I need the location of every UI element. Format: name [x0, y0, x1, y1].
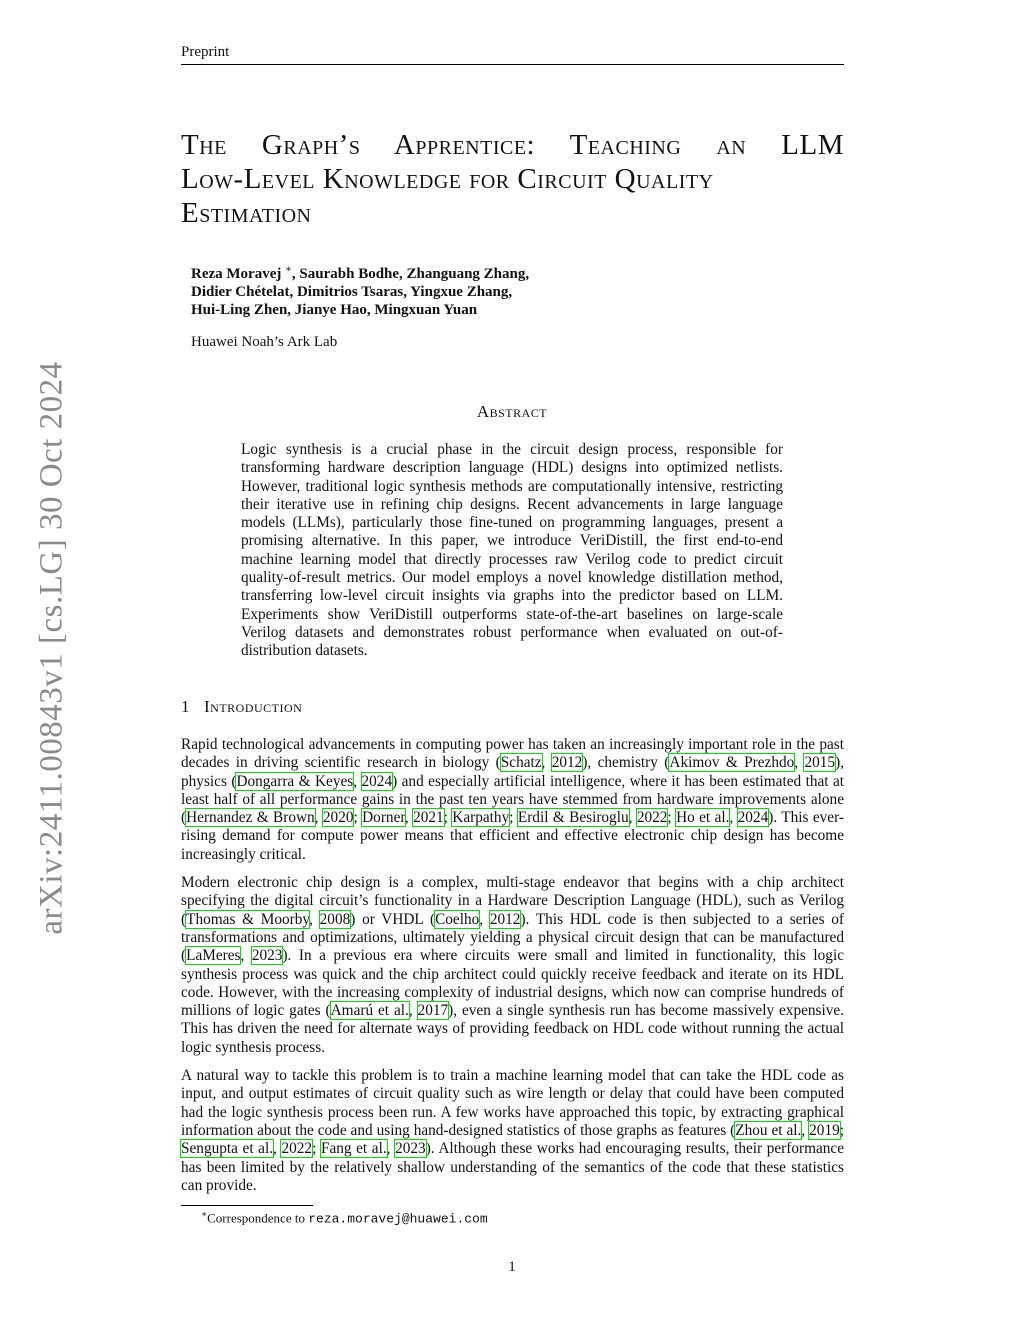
text-run: Modern electronic chip design is a complex, multi-stage endeavor that begins with a chip architect specifying the digital circuit’s functionality in a Hardware Description Language (HDL), such as Verilog ( [181, 874, 844, 928]
title-line-3: Estimation [181, 197, 312, 229]
citation-link[interactable]: Sengupta et al. [181, 1140, 274, 1158]
citation-link[interactable]: Karpathy [452, 809, 510, 827]
text-run: , [801, 1121, 810, 1139]
citation-link[interactable]: Dorner [362, 809, 405, 827]
section-heading [181, 697, 302, 717]
footnote-mark: ∗ [201, 1209, 208, 1219]
citation-link[interactable]: 2012 [551, 754, 583, 772]
text-run: , [386, 1140, 396, 1158]
text-run: , [729, 809, 738, 827]
citation-link[interactable]: 2022 [636, 809, 668, 827]
citation-link[interactable]: 2023 [395, 1140, 426, 1158]
citation-link[interactable]: Fang et al. [320, 1140, 387, 1158]
abstract-heading: Abstract [476, 402, 548, 421]
citation-link[interactable]: Amarú et al. [330, 1002, 409, 1020]
text-run: , [404, 809, 414, 827]
citation-link[interactable]: Akimov & Prezhdo [669, 754, 795, 772]
citation-link[interactable]: Thomas & Moorby [186, 910, 310, 928]
text-run: ). Although these works had encouraging results, their performance has been limited by the relatively shallow understanding of the semantics of the code that these statistics can provide. [181, 1140, 844, 1194]
citation-link[interactable]: LaMeres [186, 947, 241, 965]
paragraph-1 [181, 736, 844, 864]
citation-link[interactable]: 2021 [413, 809, 444, 827]
page-number: 1 [508, 1259, 516, 1275]
text-run: ) and especially artificial intelligence, where it has been estimated that at least half of all performance gains in the past ten years have stemmed from hardware improvements alone ( [181, 772, 845, 827]
header-rule [181, 64, 844, 65]
title-line-1: The Graph’s Apprentice: Teaching an LLM [181, 129, 844, 161]
footnote-rule [181, 1205, 313, 1206]
text-run: Rapid technological advancements in computing power has taken an increasingly important role in the past decades in driving scientific research in biology ( [181, 736, 844, 772]
citation-link[interactable]: 2023 [251, 947, 283, 965]
citation-link[interactable]: 2015 [804, 754, 836, 772]
citation-link[interactable]: Hernandez & Brown [186, 809, 315, 827]
author-line-3: Hui-Ling Zhen, Jianye Hao, Mingxuan Yuan [191, 302, 478, 318]
citation-link[interactable]: Coelho [435, 910, 480, 928]
author-list [191, 261, 691, 319]
citation-link[interactable]: Schatz [500, 754, 542, 772]
citation-link[interactable]: 2020 [322, 809, 354, 827]
text-run: ; [839, 1121, 844, 1139]
text-run: ; [667, 809, 677, 827]
citation-link[interactable]: 2024 [737, 809, 769, 827]
citation-link[interactable]: 2019 [809, 1121, 840, 1139]
text-run: , [628, 809, 637, 827]
citation-link[interactable]: 2024 [361, 772, 393, 790]
author-line-1 [191, 261, 691, 283]
section-title: Introduction [204, 697, 303, 716]
author-text: Reza Moravej [191, 266, 286, 282]
citation-link[interactable]: 2012 [489, 910, 521, 928]
text-run: , [309, 910, 320, 928]
text-run: ). In a previous era where circuits were small and limited in functionality, this logic synthesis process was quick and the chip architect could quickly receive feedback and iterate on its HDL code. However, with the increasing complexity of industrial designs, which now can comprise hundreds of millions of logic gates ( [181, 947, 844, 1020]
citation-link[interactable]: Ho et al. [676, 809, 730, 827]
abstract-text: Logic synthesis is a crucial phase in the circuit design process, responsible for transforming hardware description language (HDL) designs into optimized netlists. However, traditional logic synthesis methods are computationally intensive, restricting their iterative use in refining chip designs. Recent advancements in large language models (LLMs), particularly those fine-tuned on programming languages, present a promising alternative. In this paper, we introduce VeriDistill, the first end-to-end machine learning model that directly processes raw Verilog code to predict circuit quality-of-result metrics. Our model employs a novel knowledge distillation method, transferring low-level circuit insights via graphs into the predictor based on LLM. Experiments show VeriDistill outperforms state-of-the-art baselines on large-scale Verilog datasets and demonstrates robust performance when evaluated on out-of-distribution datasets. [241, 441, 783, 660]
text-run: , [479, 910, 490, 928]
affiliation: Huawei Noah’s Ark Lab [191, 334, 338, 350]
text-run: A natural way to tackle this problem is to train a machine learning model that can take the HDL code as input, and output estimates of circuit quality such as wire length or delay that could have been computed had the logic synthesis process been run. A few works have approached this topic, by extracting graphical information about the code and using hand-designed statistics of those graphs as features ( [181, 1067, 844, 1139]
text-run: , [353, 772, 362, 790]
footnote-marker[interactable]: ∗ [285, 264, 292, 275]
paper-title [181, 128, 844, 230]
running-header: Preprint [181, 44, 230, 60]
text-run: , [273, 1140, 282, 1158]
text-run: ) or VHDL ( [350, 910, 436, 928]
text-run: ), even a single synthesis run has become massively expensive. This has driven the need for alternate ways of providing feedback on HDL code without running the actual logic synthesis process. [181, 1002, 844, 1056]
text-run: ). This ever-rising demand for compute power means that efficient and effective electronic chip design has become increasingly critical. [181, 809, 844, 863]
section-number: 1 [181, 697, 190, 716]
text-run: ). This HDL code is then subjected to a series of transformations and optimizations, ultimately yielding a physical circuit design that can be manufactured ( [181, 910, 845, 965]
text-run: ; [509, 809, 518, 827]
text-run: , [541, 754, 552, 772]
citation-link[interactable]: Erdil & Besiroglu [517, 809, 629, 827]
citation-link[interactable]: 2017 [417, 1002, 449, 1020]
paragraph-3 [181, 1067, 844, 1195]
footnote-text: Correspondence to [207, 1210, 309, 1226]
citation-link[interactable]: 2022 [281, 1140, 313, 1158]
arxiv-stamp: arXiv:2411.00843v1 [cs.LG] 30 Oct 2024 [33, 361, 70, 935]
citation-link[interactable]: Dongarra & Keyes [236, 772, 354, 790]
footnote [201, 1209, 488, 1226]
citation-link[interactable]: Zhou et al. [735, 1121, 802, 1139]
author-line-2: Didier Chételat, Dimitrios Tsaras, Yingxue Zhang, [191, 284, 513, 300]
text-run: , [794, 754, 805, 772]
citation-link[interactable]: 2008 [319, 910, 351, 928]
paragraph-2 [181, 874, 844, 1057]
text-run: ), chemistry ( [582, 754, 670, 772]
text-run: , [240, 947, 252, 965]
text-run: ; [312, 1140, 321, 1158]
text-run: ; [443, 809, 453, 827]
title-line-2: Low-Level Knowledge for Circuit Quality [181, 163, 714, 195]
text-run: , [408, 1002, 418, 1020]
text-run: ), physics ( [181, 754, 844, 790]
body-text [181, 736, 844, 1205]
text-run: ; [353, 809, 363, 827]
author-text: , Saurabh Bodhe, Zhanguang Zhang, [291, 266, 530, 282]
text-run: , [314, 809, 323, 827]
email-link[interactable]: reza.moravej@huawei.com [308, 1211, 488, 1227]
